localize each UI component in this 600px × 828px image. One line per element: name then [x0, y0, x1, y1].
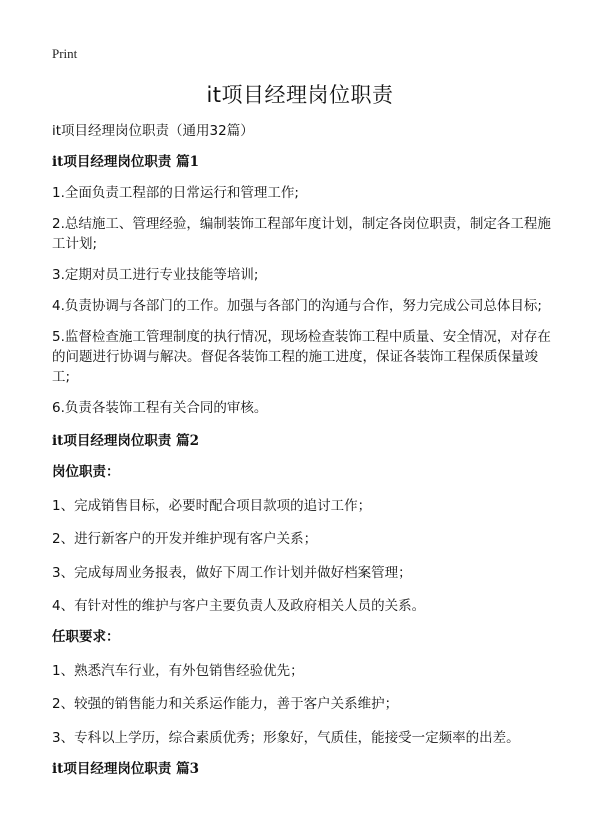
list-item: 1、熟悉汽车行业，有外包销售经验优先；: [52, 662, 304, 679]
list-item: 3、专科以上学历，综合素质优秀；形象好，气质佳，能接受一定频率的出差。: [52, 729, 520, 746]
section-heading-1: it项目经理岗位职责 篇1: [52, 154, 199, 170]
paragraph: 2.总结施工、管理经验，编制装饰工程部年度计划，制定各岗位职责，制定各工程施工计划;: [52, 216, 551, 252]
list-item: 1、完成销售目标，必要时配合项目款项的追讨工作；: [52, 497, 372, 514]
list-item: 4、有针对性的维护与客户主要负责人及政府相关人员的关系。: [52, 598, 426, 614]
paragraph: 1.全面负责工程部的日常运行和管理工作;: [52, 185, 299, 201]
list-item: 2、较强的销售能力和关系运作能力，善于客户关系维护；: [52, 696, 399, 712]
paragraph: 6.负责各装饰工程有关合同的审核。: [52, 400, 268, 416]
list-item: 3、完成每周业务报表，做好下周工作计划并做好档案管理；: [52, 564, 412, 581]
page-title: it项目经理岗位职责: [206, 83, 394, 107]
paragraph: 5.监督检查施工管理制度的执行情况，现场检查装饰工程中质量、安全情况，对存在的问题进行协调与解决。督促各装饰工程的施工进度，保证各装饰工程保质保量竣工;: [52, 329, 551, 385]
document-subtitle: it项目经理岗位职责（通用32篇）: [52, 123, 254, 139]
section-heading-2: it项目经理岗位职责 篇2: [52, 433, 199, 449]
document-body: [52, 121, 552, 790]
print-link[interactable]: Print: [52, 46, 78, 61]
list-item: 2、进行新客户的开发并维护现有客户关系；: [52, 531, 318, 547]
duties-label: 岗位职责：: [52, 464, 120, 480]
paragraph: 4.负责协调与各部门的工作。加强与各部门的沟通与合作，努力完成公司总体目标;: [52, 298, 542, 314]
paragraph: 3.定期对员工进行专业技能等培训;: [52, 267, 259, 283]
requirements-label: 任职要求：: [52, 629, 120, 645]
section-heading-3: it项目经理岗位职责 篇3: [52, 760, 199, 777]
